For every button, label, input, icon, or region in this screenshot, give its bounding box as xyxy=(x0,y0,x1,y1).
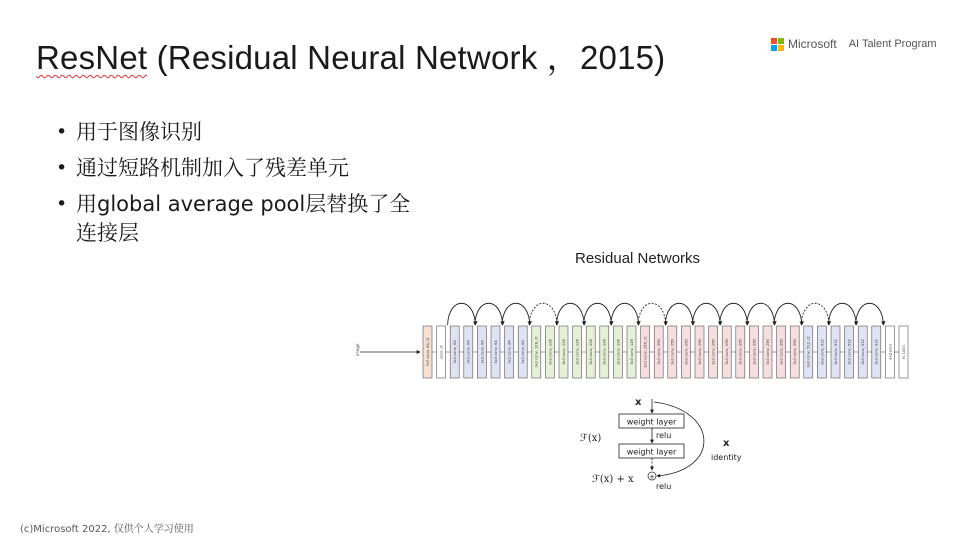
block-input-x: x xyxy=(635,397,642,408)
skip-connection-arrow xyxy=(529,303,557,325)
layer-label: 7x7 conv, 64, /2 xyxy=(425,337,430,367)
layer-label: 3x3 conv, 128 xyxy=(575,339,580,365)
input-label: image xyxy=(355,343,360,356)
residual-fn-label: ℱ(x) xyxy=(580,433,602,444)
layer-label: 3x3 conv, 256 xyxy=(779,339,784,365)
bullet-text: 用global average pool层替换了全连接层 xyxy=(76,192,411,245)
sum-plus-icon: + xyxy=(649,473,655,481)
footer-copyright: (c)Microsoft 2022, 仅供个人学习使用 xyxy=(20,524,194,535)
layer-label: 3x3 conv, 512 xyxy=(833,339,838,365)
diagram-title: Residual Networks xyxy=(575,250,701,267)
layer-label: 3x3 conv, 128 xyxy=(548,339,553,365)
layer-label: 3x3 conv, 64 xyxy=(493,340,498,364)
layer-label: 3x3 conv, 256 xyxy=(711,339,716,365)
layer-label: 3x3 conv, 256 xyxy=(765,339,770,365)
skip-connection-arrow xyxy=(774,303,802,325)
skip-connection-arrow xyxy=(665,303,693,325)
skip-connection-arrow xyxy=(448,303,476,325)
identity-label: identity xyxy=(711,453,742,462)
layer-label: 3x3 conv, 64 xyxy=(466,340,471,364)
relu-label: relu xyxy=(656,431,672,440)
layer-label: fc 1000 xyxy=(901,345,906,359)
layer-label: 3x3 conv, 256 xyxy=(793,339,798,365)
layer-label: 3x3 conv, 128 xyxy=(589,339,594,365)
layer-label: 3x3 conv, 64 xyxy=(480,340,485,364)
layer-label: 3x3 conv, 128 xyxy=(561,339,566,365)
skip-connection-arrow xyxy=(856,303,884,325)
layer-label: 3x3 conv, 256 xyxy=(670,339,675,365)
layer-group xyxy=(423,326,908,378)
skip-connection-arrow xyxy=(556,303,584,325)
layer-label: 3x3 conv, 256 xyxy=(657,339,662,365)
layer-label: avg pool xyxy=(888,344,893,360)
layer-label: 3x3 conv, 512 xyxy=(861,339,866,365)
skip-connection-arrow xyxy=(801,303,829,325)
layer-label: 3x3 conv, 512 xyxy=(820,339,825,365)
skip-connection-arrow xyxy=(475,303,503,325)
layer-label: 3x3 conv, 512, /2 xyxy=(806,336,811,368)
sum-label: ℱ(x) + x xyxy=(592,474,634,485)
output-relu-label: relu xyxy=(656,482,672,491)
skip-connection-arrow xyxy=(638,303,666,325)
layer-label: pool, /2 xyxy=(439,345,444,359)
layer-label: 3x3 conv, 256, /2 xyxy=(643,336,648,368)
layer-label: 3x3 conv, 128 xyxy=(616,339,621,365)
skip-connection-arrow xyxy=(747,303,775,325)
skip-group xyxy=(448,303,884,325)
weight-layer-2-label: weight layer xyxy=(626,447,677,457)
layer-label: 3x3 conv, 128 xyxy=(602,339,607,365)
layer-label: 3x3 conv, 128 xyxy=(629,339,634,365)
layer-label: 3x3 conv, 256 xyxy=(725,339,730,365)
network-chain xyxy=(355,303,908,378)
layer-label: 3x3 conv, 256 xyxy=(752,339,757,365)
skip-connection-arrow xyxy=(502,303,530,325)
bullet-text: 通过短路机制加入了残差单元 xyxy=(76,156,349,180)
brand-name: Microsoft xyxy=(788,37,837,51)
residual-block xyxy=(580,397,742,491)
bullet-dot-icon: • xyxy=(56,157,68,179)
weight-layer-1-label: weight layer xyxy=(626,417,677,427)
brand-program: AI Talent Program xyxy=(848,38,937,50)
layer-label: 3x3 conv, 256 xyxy=(697,339,702,365)
layer-label: 3x3 conv, 256 xyxy=(684,339,689,365)
layer-label: 3x3 conv, 256 xyxy=(738,339,743,365)
identity-var: x xyxy=(723,438,730,449)
skip-connection-arrow xyxy=(720,303,748,325)
title-resnet: ResNet xyxy=(36,39,148,76)
bullet-dot-icon: • xyxy=(56,121,68,143)
bullet-dot-icon: • xyxy=(56,193,68,215)
layer-label: 3x3 conv, 128, /2 xyxy=(534,336,539,368)
skip-connection-arrow xyxy=(611,303,639,325)
layer-label: 3x3 conv, 512 xyxy=(874,339,879,365)
layer-label: 3x3 conv, 64 xyxy=(521,340,526,364)
layer-label: 3x3 conv, 64 xyxy=(453,340,458,364)
layer-label: 3x3 conv, 64 xyxy=(507,340,512,364)
skip-connection-arrow xyxy=(692,303,720,325)
skip-connection-arrow xyxy=(584,303,612,325)
skip-connection-arrow xyxy=(828,303,856,325)
layer-label: 3x3 conv, 512 xyxy=(847,339,852,365)
bullet-text: 用于图像识别 xyxy=(76,120,202,144)
title-subtitle: (Residual Neural Network ，2015) xyxy=(147,39,666,76)
